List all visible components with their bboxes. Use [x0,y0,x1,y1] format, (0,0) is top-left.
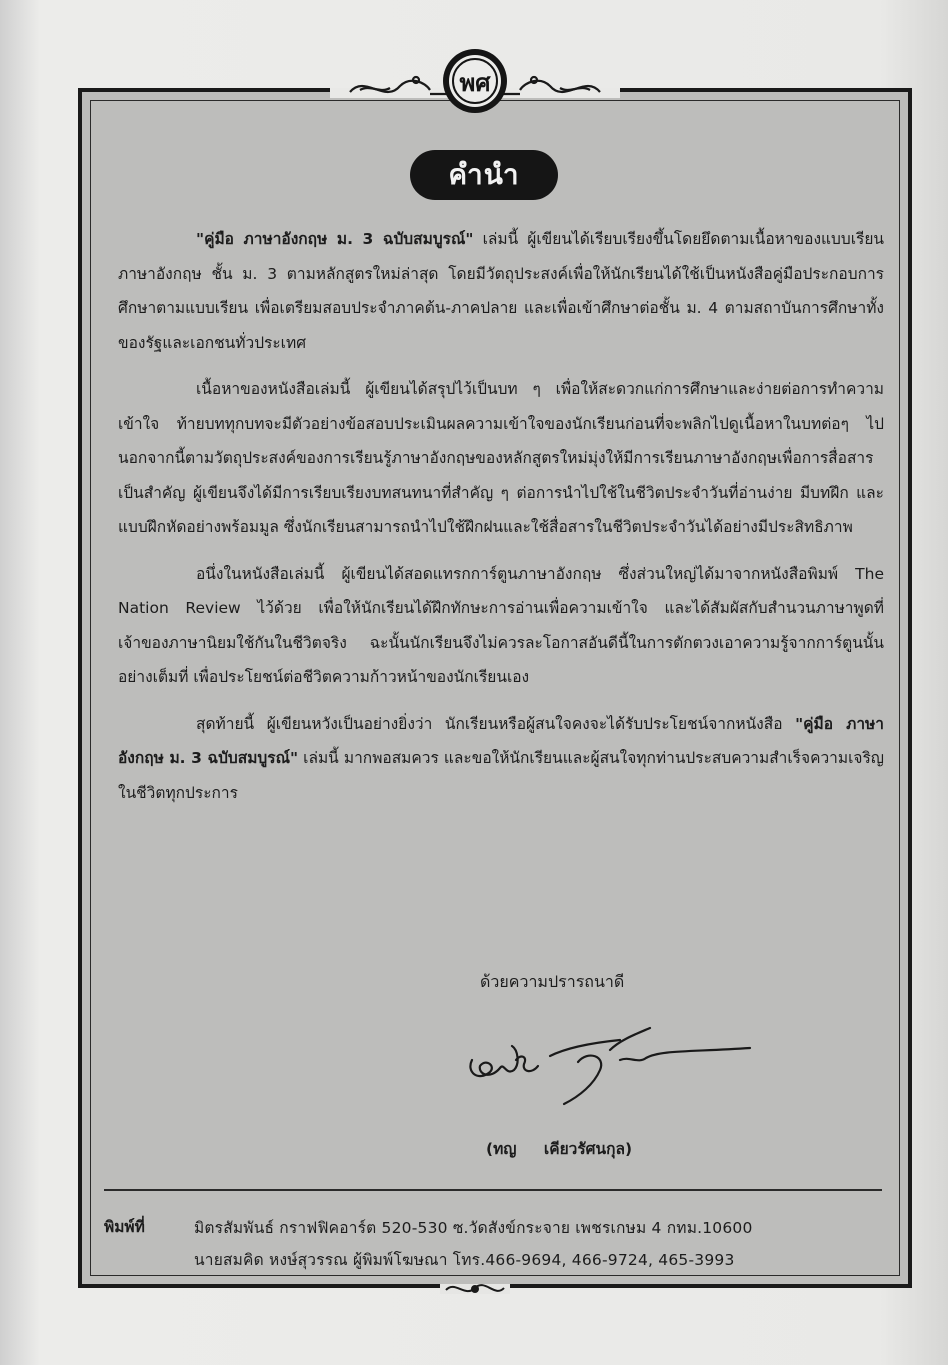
page-title: คำนำ [410,150,558,200]
closing-phrase: ด้วยความปรารถนาดี [480,972,625,991]
paragraph-2 [118,372,884,545]
printer-info [194,1212,894,1276]
paragraph-3 [118,557,884,695]
signer-name: (ทญ เคียวรัศนกุล) [486,1140,633,1158]
printer-label: พิมพ์ที่ [104,1218,145,1236]
printer-publisher: นายสมคิด หงษ์สุวรรณ ผู้พิมพ์โฆษณา โทร.466-9694, 466-9724, 465-3993 [194,1251,735,1269]
paragraph-text: เล่มนี้ มากพอสมควร และขอให้นักเรียนและผู้สนใจทุกท่านประสบความสำเร็จความเจริญในชีวิตทุกประการ [118,749,884,802]
paragraph-text: สุดท้ายนี้ ผู้เขียนหวังเป็นอย่างยิ่งว่า นักเรียนหรือผู้สนใจคงจะได้รับประโยชน์จากหนังสือ [196,714,796,733]
handwritten-signature [460,1020,760,1110]
paragraph-1 [118,222,884,360]
emblem-text: พศ [459,69,491,97]
paragraph-4 [118,707,884,811]
book-title-text: "คู่มือ ภาษาอังกฤษ ม. 3 ฉบับสมบูรณ์" [196,230,474,248]
paragraph-text: เนื้อหาของหนังสือเล่มนี้ ผู้เขียนได้สรุปไว้เป็นบท ๆ เพื่อให้สะดวกแก่การศึกษาและง่ายต่อการทำความเข้าใจ ท้ายบททุกบทจะมีตัวอย่างข้อสอบประเมินผลความเข้าใจของนักเรียนก่อนที่จะพลิกไปดูเนื้อหาในบทต่อๆ ไป นอกจากนี้ตามวัตถุประสงค์ของการเรียนรู้ภาษาอังกฤษของหลักสูตรใหม่มุ่งให้มีการเรียนภาษาอังกฤษเพื่อการสื่อสารเป็นสำคัญ ผู้เขียนจึงได้มีการเรียบเรียงบทสนทนาที่สำคัญ ๆ ต่อการนำไปใช้ในชีวิตประจำวันที่อ่านง่าย มีบทฝึก และแบบฝึกหัดอย่างพร้อมมูล ซึ่งนักเรียนสามารถนำไปใช้ฝึกฝนและใช้สื่อสารในชีวิตประจำวันได้อย่างมีประสิทธิภาพ [118,380,885,536]
book-title-text: "คู่มือ ภาษาอังกฤษ ม. 3 ฉบับสมบูรณ์" [118,714,884,767]
bottom-ornament [440,1276,510,1302]
paragraph-text: อนึ่งในหนังสือเล่มนี้ ผู้เขียนได้สอดแทรกการ์ตูนภาษาอังกฤษ ซึ่งส่วนใหญ่ได้มาจากหนังสือพิมพ์ The Nation Review ไว้ด้วย เพื่อให้นักเรียนได้ฝึกทักษะการอ่านเพื่อความเข้าใจ และได้สัมผัสกับสำนวนภาษาพูดที่เจ้าของภาษานิยมใช้กันในชีวิตจริง ฉะนั้นนักเรียนจึงไม่ควรละโอกาสอันดีนี้ในการตักตวงเอาความรู้จากการ์ตูนนั้นอย่างเต็มที่ เพื่อประโยชน์ต่อชีวิตความก้าวหน้าของนักเรียนเอง [118,564,884,686]
emblem-ornament [330,44,620,114]
divider-line [104,1189,882,1191]
paragraph-text: เล่มนี้ ผู้เขียนได้เรียบเรียงขึ้นโดยยึดตามเนื้อหาของแบบเรียนภาษาอังกฤษ ชั้น ม. 3 ตามหลักสูตรใหม่ล่าสุด โดยมีวัตถุประสงค์เพื่อให้นักเรียนได้ใช้เป็นหนังสือคู่มือประกอบการศึกษาตามแบบเรียน เพื่อเตรียมสอบประจำภาคต้น-ภาคปลาย และเพื่อเข้าศึกษาต่อชั้น ม. 4 ตามสถาบันการศึกษาทั้งของรัฐและเอกชนทั่วประเทศ [118,230,884,352]
preface-body [118,222,884,822]
printer-address: มิตรสัมพันธ์ กราฟฟิคอาร์ต 520-530 ซ.วัดสังข์กระจาย เพชรเกษม 4 กทม.10600 [194,1219,753,1237]
